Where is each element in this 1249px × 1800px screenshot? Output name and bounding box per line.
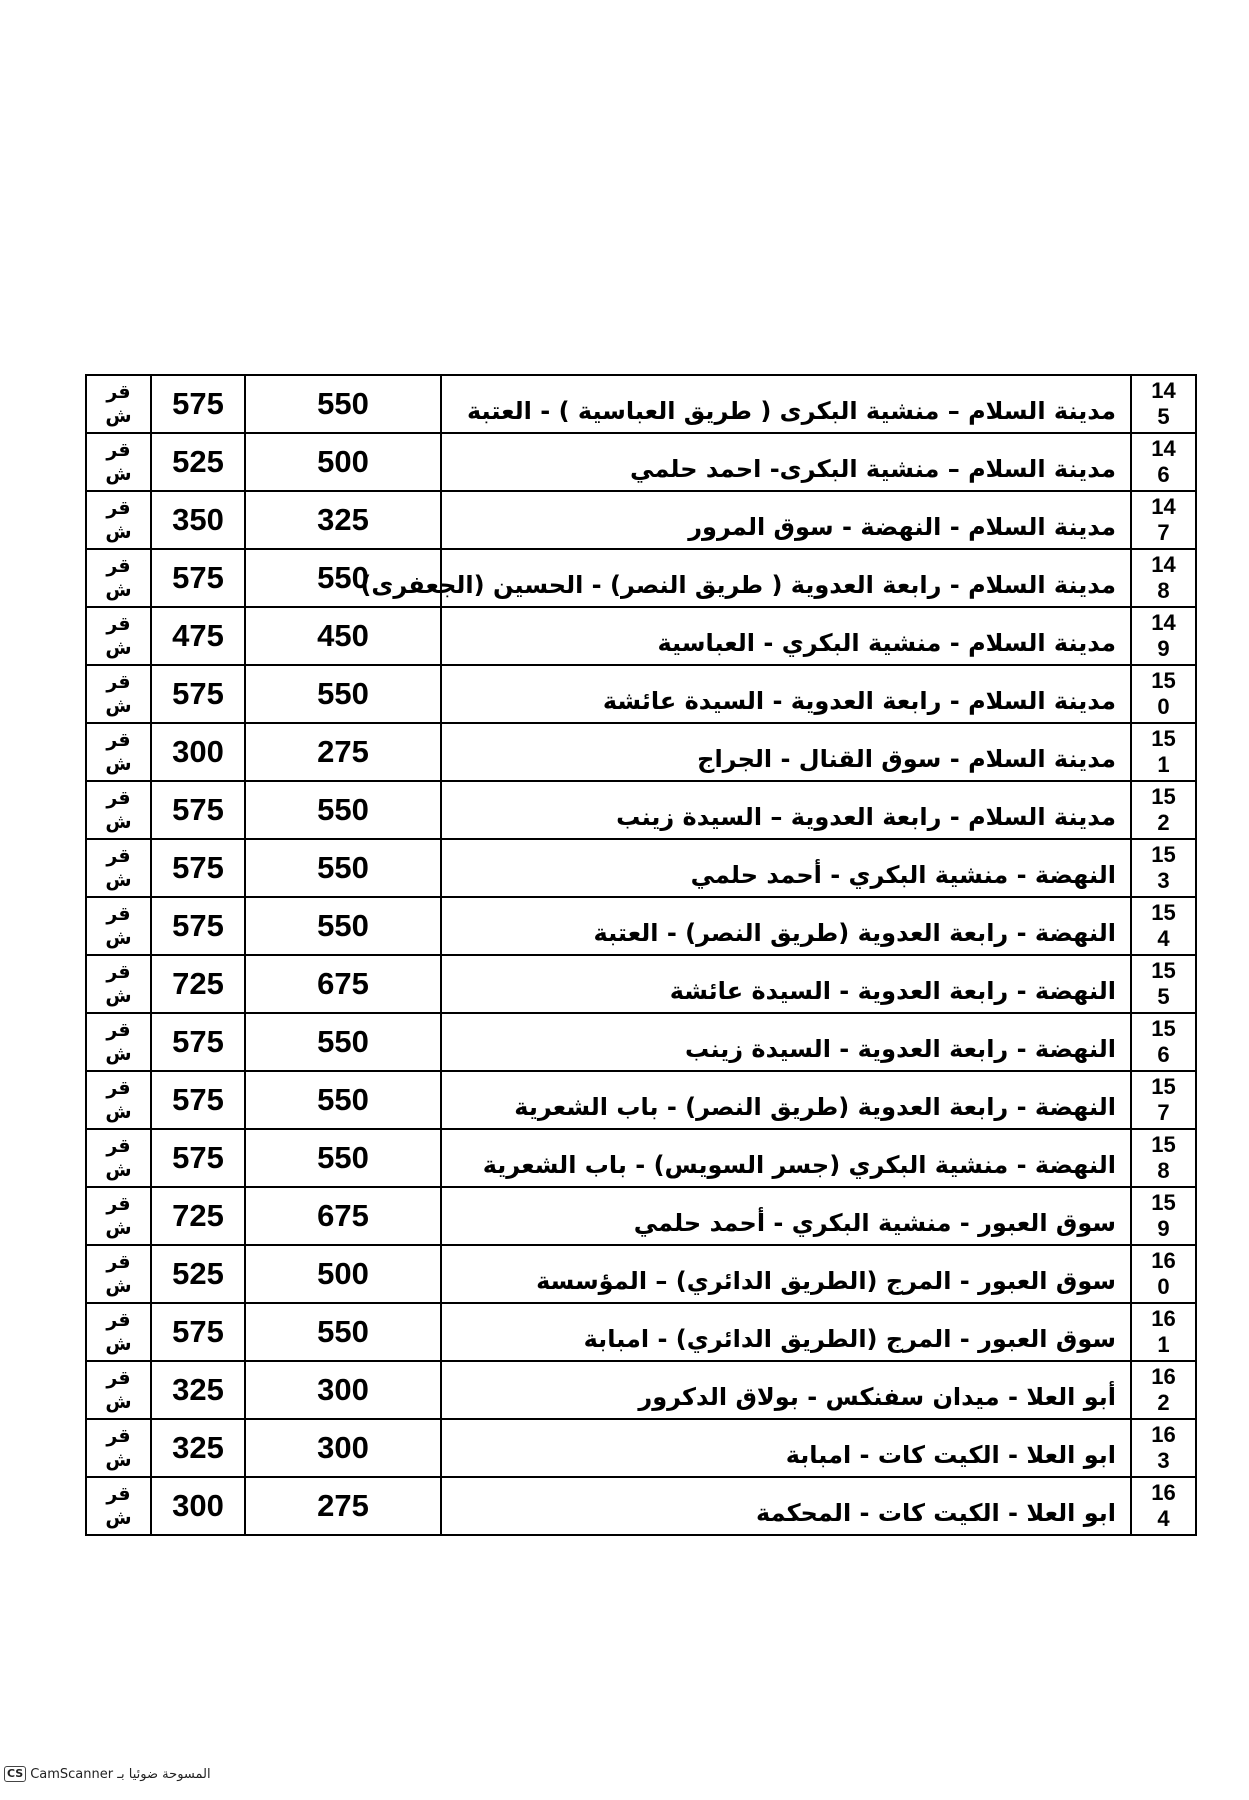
- unit-cell: [86, 955, 151, 1013]
- table-row: [86, 1477, 1196, 1535]
- line-number-part-1: 16: [1151, 1364, 1176, 1389]
- price-b-cell: 575: [151, 665, 245, 723]
- route-cell: [441, 781, 1131, 839]
- table-row: [86, 433, 1196, 491]
- unit-cell: [86, 1245, 151, 1303]
- unit-line-1: قر: [106, 1309, 131, 1331]
- line-number-part-2: 1: [1157, 1332, 1170, 1357]
- route-name: النهضة - رابعة العدوية (طريق النصر) - باب الشعرية: [514, 1093, 1116, 1121]
- price-a-cell: 550: [245, 1129, 441, 1187]
- price-b-cell: 575: [151, 781, 245, 839]
- route-cell: [441, 1361, 1131, 1419]
- price-b-cell: 575: [151, 897, 245, 955]
- unit-line-1: قر: [106, 1425, 131, 1447]
- unit-line-1: قر: [106, 1077, 131, 1099]
- unit-line-1: قر: [106, 1019, 131, 1041]
- unit-line-1: قر: [106, 961, 131, 983]
- route-name: أبو العلا - ميدان سفنكس - بولاق الدكرور: [638, 1383, 1116, 1411]
- route-name: مدينة السلام – منشية البكرى ( طريق العباسية ) - العتبة: [466, 397, 1116, 425]
- route-name: مدينة السلام - رابعة العدوية - السيدة عائشة: [602, 687, 1116, 715]
- line-number-cell: [1131, 1071, 1196, 1129]
- price-a-cell: 275: [245, 723, 441, 781]
- route-name: النهضة - رابعة العدوية (طريق النصر) - العتبة: [593, 919, 1116, 947]
- line-number-part-1: 15: [1151, 668, 1176, 693]
- unit-cell: [86, 839, 151, 897]
- unit-line-2: ش: [105, 463, 132, 485]
- line-number-part-2: 2: [1157, 1390, 1170, 1415]
- price-b-cell: 575: [151, 375, 245, 433]
- route-cell: [441, 1013, 1131, 1071]
- table-row: [86, 781, 1196, 839]
- line-number-cell: [1131, 1245, 1196, 1303]
- unit-line-2: ش: [105, 1275, 132, 1297]
- table-row: [86, 1013, 1196, 1071]
- price-a-cell: 550: [245, 375, 441, 433]
- unit-line-1: قر: [106, 1193, 131, 1215]
- unit-cell: [86, 1303, 151, 1361]
- line-number-part-1: 15: [1151, 726, 1176, 751]
- line-number-part-1: 15: [1151, 1190, 1176, 1215]
- line-number-part-1: 15: [1151, 1016, 1176, 1041]
- line-number-part-2: 9: [1157, 1216, 1170, 1241]
- unit-line-2: ش: [105, 637, 132, 659]
- line-number-part-2: 8: [1157, 1158, 1170, 1183]
- table-row: [86, 1187, 1196, 1245]
- unit-cell: [86, 1129, 151, 1187]
- unit-line-2: ش: [105, 1333, 132, 1355]
- line-number-part-2: 1: [1157, 752, 1170, 777]
- table-row: [86, 1071, 1196, 1129]
- line-number-cell: [1131, 1303, 1196, 1361]
- line-number-part-2: 7: [1157, 520, 1170, 545]
- unit-line-2: ش: [105, 869, 132, 891]
- line-number-cell: [1131, 375, 1196, 433]
- unit-cell: [86, 549, 151, 607]
- unit-line-1: قر: [106, 845, 131, 867]
- table-row: [86, 549, 1196, 607]
- line-number-cell: [1131, 1187, 1196, 1245]
- route-cell: [441, 723, 1131, 781]
- route-name: النهضة - منشية البكري - أحمد حلمي: [690, 861, 1116, 889]
- route-cell: [441, 955, 1131, 1013]
- unit-cell: [86, 781, 151, 839]
- line-number-part-1: 16: [1151, 1248, 1176, 1273]
- route-cell: [441, 1419, 1131, 1477]
- route-cell: [441, 897, 1131, 955]
- price-b-cell: 575: [151, 1013, 245, 1071]
- unit-line-1: قر: [106, 1251, 131, 1273]
- line-number-part-2: 5: [1157, 984, 1170, 1009]
- line-number-cell: [1131, 839, 1196, 897]
- unit-line-1: قر: [106, 555, 131, 577]
- price-b-cell: 350: [151, 491, 245, 549]
- route-name: سوق العبور - المرج (الطريق الدائري) - امبابة: [583, 1325, 1116, 1353]
- route-cell: [441, 1187, 1131, 1245]
- unit-line-2: ش: [105, 985, 132, 1007]
- price-b-cell: 725: [151, 955, 245, 1013]
- line-number-cell: [1131, 723, 1196, 781]
- line-number-cell: [1131, 607, 1196, 665]
- line-number-part-1: 14: [1151, 610, 1176, 635]
- table-row: [86, 491, 1196, 549]
- route-name: مدينة السلام - رابعة العدوية – السيدة زينب: [616, 803, 1116, 831]
- route-cell: [441, 665, 1131, 723]
- route-cell: [360, 549, 1131, 607]
- unit-line-2: ش: [105, 1217, 132, 1239]
- line-number-part-2: 5: [1157, 404, 1170, 429]
- price-a-cell: 550: [245, 897, 441, 955]
- line-number-part-1: 14: [1151, 378, 1176, 403]
- line-number-part-1: 15: [1151, 1074, 1176, 1099]
- unit-cell: [86, 491, 151, 549]
- route-cell: [441, 1129, 1131, 1187]
- unit-line-1: قر: [106, 903, 131, 925]
- price-b-cell: 575: [151, 839, 245, 897]
- unit-line-1: قر: [106, 787, 131, 809]
- unit-cell: [86, 433, 151, 491]
- line-number-part-1: 15: [1151, 900, 1176, 925]
- unit-line-1: قر: [106, 497, 131, 519]
- route-name: ابو العلا - الكيت كات - المحكمة: [755, 1499, 1116, 1527]
- table-row: [86, 1303, 1196, 1361]
- line-number-part-1: 15: [1151, 958, 1176, 983]
- table-row: [86, 723, 1196, 781]
- unit-line-2: ش: [105, 1391, 132, 1413]
- price-a-cell: 550: [245, 781, 441, 839]
- table-row: [86, 1361, 1196, 1419]
- table-row: [86, 839, 1196, 897]
- line-number-part-2: 3: [1157, 868, 1170, 893]
- fare-table: [85, 374, 1197, 1536]
- line-number-part-1: 14: [1151, 494, 1176, 519]
- unit-cell: [86, 723, 151, 781]
- line-number-part-2: 6: [1157, 462, 1170, 487]
- unit-line-1: قر: [106, 1135, 131, 1157]
- line-number-part-1: 14: [1151, 552, 1176, 577]
- table-row: [86, 897, 1196, 955]
- price-a-cell: 500: [245, 1245, 441, 1303]
- line-number-part-2: 9: [1157, 636, 1170, 661]
- price-a-cell: 550: [245, 1071, 441, 1129]
- unit-line-2: ش: [105, 1159, 132, 1181]
- unit-cell: [86, 1013, 151, 1071]
- unit-cell: [86, 1071, 151, 1129]
- table-row: [86, 375, 1196, 433]
- line-number-cell: [1131, 781, 1196, 839]
- unit-cell: [86, 665, 151, 723]
- unit-line-2: ش: [105, 579, 132, 601]
- route-name: سوق العبور - منشية البكري - أحمد حلمي: [633, 1209, 1116, 1237]
- price-a-cell: 550: [245, 1303, 441, 1361]
- line-number-cell: [1131, 1129, 1196, 1187]
- price-b-cell: 725: [151, 1187, 245, 1245]
- line-number-part-1: 16: [1151, 1306, 1176, 1331]
- route-name: النهضة - رابعة العدوية - السيدة عائشة: [669, 977, 1116, 1005]
- line-number-cell: [1131, 491, 1196, 549]
- table-row: [86, 1245, 1196, 1303]
- unit-line-1: قر: [106, 439, 131, 461]
- line-number-part-2: 8: [1157, 578, 1170, 603]
- route-name: ابو العلا - الكيت كات - امبابة: [785, 1441, 1116, 1469]
- price-a-cell: 300: [245, 1419, 441, 1477]
- price-a-cell: 500: [245, 433, 441, 491]
- route-name: النهضة - رابعة العدوية - السيدة زينب: [685, 1035, 1116, 1063]
- unit-line-2: ش: [105, 1449, 132, 1471]
- unit-cell: [86, 897, 151, 955]
- route-cell: [441, 433, 1131, 491]
- route-cell: [441, 1303, 1131, 1361]
- unit-line-1: قر: [106, 1483, 131, 1505]
- price-b-cell: 475: [151, 607, 245, 665]
- table-row: [86, 1129, 1196, 1187]
- table-row: [86, 607, 1196, 665]
- price-b-cell: 575: [151, 1129, 245, 1187]
- unit-cell: [86, 607, 151, 665]
- price-b-cell: 325: [151, 1361, 245, 1419]
- route-cell: [441, 1245, 1131, 1303]
- route-cell: [441, 1477, 1131, 1535]
- route-name: النهضة - منشية البكري (جسر السويس) - باب الشعرية: [482, 1151, 1116, 1179]
- price-a-cell: 550: [245, 549, 441, 607]
- price-b-cell: 325: [151, 1419, 245, 1477]
- price-b-cell: 575: [151, 549, 245, 607]
- route-cell: [441, 375, 1131, 433]
- unit-line-2: ش: [105, 1043, 132, 1065]
- unit-line-1: قر: [106, 381, 131, 403]
- unit-line-1: قر: [106, 729, 131, 751]
- line-number-part-1: 15: [1151, 842, 1176, 867]
- line-number-part-2: 4: [1157, 926, 1170, 951]
- price-b-cell: 300: [151, 723, 245, 781]
- unit-cell: [86, 375, 151, 433]
- line-number-cell: [1131, 1419, 1196, 1477]
- line-number-part-2: 2: [1157, 810, 1170, 835]
- unit-line-2: ش: [105, 927, 132, 949]
- unit-line-2: ش: [105, 695, 132, 717]
- price-a-cell: 675: [245, 1187, 441, 1245]
- line-number-cell: [1131, 433, 1196, 491]
- unit-line-2: ش: [105, 521, 132, 543]
- unit-cell: [86, 1187, 151, 1245]
- route-cell: [441, 1071, 1131, 1129]
- unit-line-2: ش: [105, 1507, 132, 1529]
- fare-table-body: [86, 375, 1196, 1535]
- route-cell: [441, 491, 1131, 549]
- price-a-cell: 550: [245, 665, 441, 723]
- route-name: مدينة السلام - سوق القنال - الجراج: [697, 745, 1116, 773]
- line-number-part-2: 0: [1157, 694, 1170, 719]
- unit-line-1: قر: [106, 671, 131, 693]
- line-number-part-2: 4: [1157, 1506, 1170, 1531]
- line-number-part-2: 6: [1157, 1042, 1170, 1067]
- unit-line-2: ش: [105, 1101, 132, 1123]
- line-number-cell: [1131, 665, 1196, 723]
- line-number-part-1: 16: [1151, 1480, 1176, 1505]
- line-number-part-1: 14: [1151, 436, 1176, 461]
- price-b-cell: 525: [151, 433, 245, 491]
- price-a-cell: 675: [245, 955, 441, 1013]
- table-row: [86, 1419, 1196, 1477]
- price-b-cell: 300: [151, 1477, 245, 1535]
- price-b-cell: 575: [151, 1071, 245, 1129]
- line-number-part-1: 16: [1151, 1422, 1176, 1447]
- route-cell: [441, 607, 1131, 665]
- unit-line-1: قر: [106, 1367, 131, 1389]
- camscanner-logo-icon: CS: [4, 1766, 26, 1782]
- line-number-cell: [1131, 1477, 1196, 1535]
- price-a-cell: 550: [245, 1013, 441, 1071]
- price-b-cell: 525: [151, 1245, 245, 1303]
- line-number-part-2: 0: [1157, 1274, 1170, 1299]
- unit-cell: [86, 1477, 151, 1535]
- unit-cell: [86, 1419, 151, 1477]
- table-row: [86, 665, 1196, 723]
- unit-cell: [86, 1361, 151, 1419]
- price-a-cell: 300: [245, 1361, 441, 1419]
- unit-line-2: ش: [105, 811, 132, 833]
- line-number-cell: [1131, 897, 1196, 955]
- unit-line-1: قر: [106, 613, 131, 635]
- price-a-cell: 325: [245, 491, 441, 549]
- price-a-cell: 550: [245, 839, 441, 897]
- route-name: مدينة السلام - رابعة العدوية ( طريق النصر) - الحسين (الجعفرى): [360, 571, 1116, 599]
- table-row: [86, 955, 1196, 1013]
- line-number-part-2: 7: [1157, 1100, 1170, 1125]
- camscanner-text: CamScanner المسوحة ضوئيا بـ: [30, 1766, 211, 1782]
- unit-line-2: ش: [105, 753, 132, 775]
- line-number-part-1: 15: [1151, 1132, 1176, 1157]
- line-number-part-2: 3: [1157, 1448, 1170, 1473]
- route-name: مدينة السلام - منشية البكري - العباسية: [657, 629, 1116, 657]
- price-b-cell: 575: [151, 1303, 245, 1361]
- route-name: مدينة السلام – منشية البكرى- احمد حلمي: [630, 455, 1116, 483]
- line-number-cell: [1131, 549, 1196, 607]
- line-number-cell: [1131, 1361, 1196, 1419]
- line-number-cell: [1131, 955, 1196, 1013]
- unit-line-2: ش: [105, 405, 132, 427]
- route-name: سوق العبور - المرج (الطريق الدائري) – المؤسسة: [536, 1267, 1116, 1295]
- route-cell: [441, 839, 1131, 897]
- line-number-cell: [1131, 1013, 1196, 1071]
- line-number-part-1: 15: [1151, 784, 1176, 809]
- route-name: مدينة السلام - النهضة - سوق المرور: [688, 513, 1116, 541]
- price-a-cell: 275: [245, 1477, 441, 1535]
- price-a-cell: 450: [245, 607, 441, 665]
- camscanner-watermark: [4, 1766, 211, 1782]
